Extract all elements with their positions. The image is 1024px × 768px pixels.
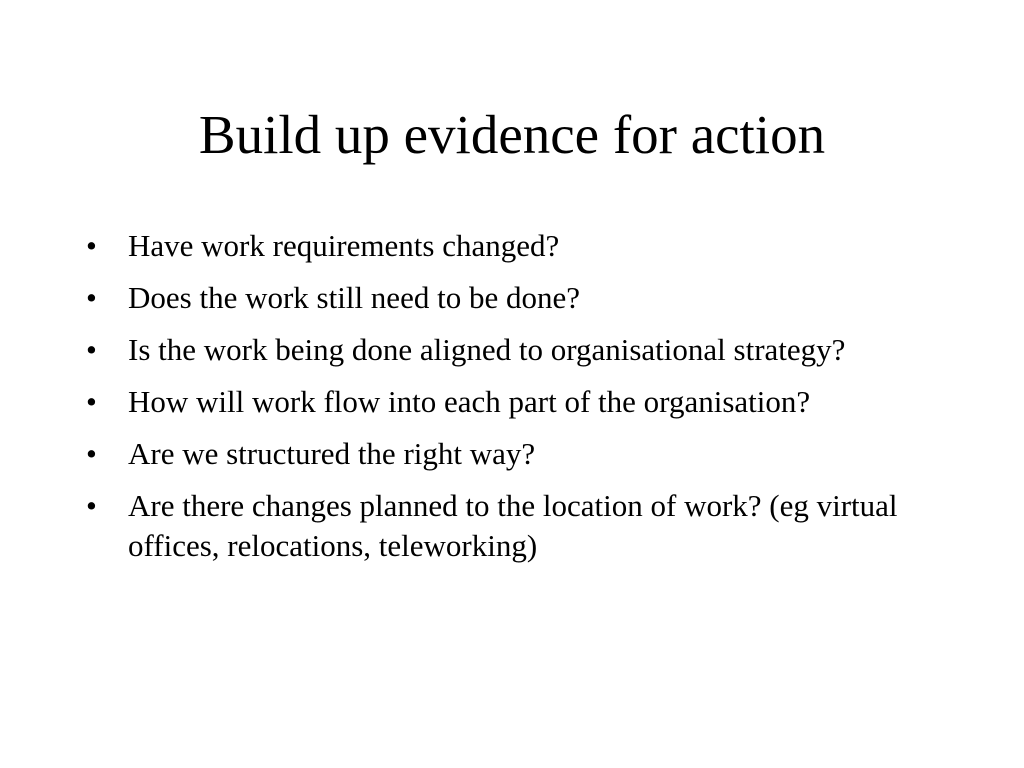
slide-title: Build up evidence for action (198, 104, 826, 165)
bullet-icon: • (86, 488, 97, 523)
bullet-icon: • (86, 384, 97, 419)
bullet-icon: • (86, 332, 97, 367)
bullet-item (84, 486, 964, 566)
bullet-text: Are we structured the right way? (128, 436, 536, 471)
bullet-list (84, 226, 964, 578)
bullet-item (84, 382, 964, 422)
bullet-text: Have work requirements changed? (128, 228, 560, 263)
bullet-text: Are there changes planned to the location of work? (eg virtual offices, relocations, teleworking) (128, 488, 898, 563)
bullet-text: Does the work still need to be done? (128, 280, 580, 315)
bullet-icon: • (86, 436, 97, 471)
bullet-item (84, 278, 964, 318)
bullet-text: How will work flow into each part of the organisation? (128, 384, 811, 419)
bullet-icon: • (86, 280, 97, 315)
bullet-item (84, 434, 964, 474)
bullet-item (84, 330, 964, 370)
bullet-icon: • (86, 228, 97, 263)
bullet-item (84, 226, 964, 266)
bullet-text: Is the work being done aligned to organisational strategy? (128, 332, 846, 367)
